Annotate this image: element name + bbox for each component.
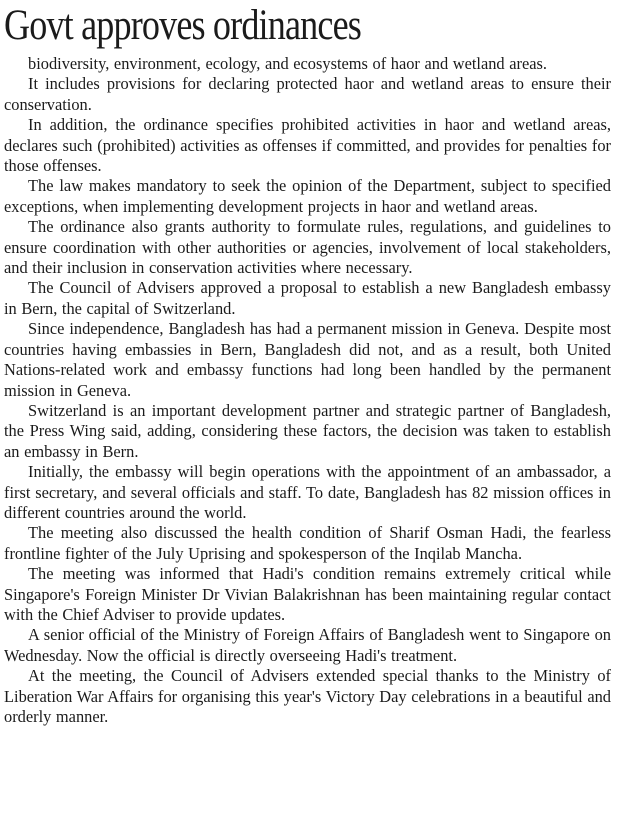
article-body	[4, 54, 611, 727]
article-paragraph: The meeting also discussed the health condition of Sharif Osman Hadi, the fearless frontline fighter of the July Uprising and spokesperson of the Inqilab Mancha.	[4, 523, 611, 563]
article-paragraph: Since independence, Bangladesh has had a permanent mission in Geneva. Despite most countries having embassies in Bern, Bangladesh did not, and as a result, both United Nations-related work and embassy functions had long been handled by the permanent mission in Geneva.	[4, 319, 611, 400]
article-paragraph: In addition, the ordinance specifies prohibited activities in haor and wetland areas, declares such (prohibited) activities as offenses if committed, and provides for penalties for those offenses.	[4, 115, 611, 176]
article-paragraph: It includes provisions for declaring protected haor and wetland areas to ensure their conservation.	[4, 74, 611, 114]
article-paragraph: biodiversity, environment, ecology, and ecosystems of haor and wetland areas.	[28, 54, 547, 73]
article-paragraph: The meeting was informed that Hadi's condition remains extremely critical while Singapore's Foreign Minister Dr Vivian Balakrishnan has been maintaining regular contact with the Chief Adviser to provide updates.	[4, 564, 611, 624]
article-paragraph: Switzerland is an important development partner and strategic partner of Bangladesh, the Press Wing said, adding, considering these factors, the decision was taken to establish an embassy in Bern.	[4, 400, 611, 461]
article-paragraph: The Council of Advisers approved a proposal to establish a new Bangladesh embassy in Bern, the capital of Switzerland.	[4, 278, 611, 318]
article-headline: Govt approves ordinances	[4, 2, 361, 49]
article-paragraph: At the meeting, the Council of Advisers extended special thanks to the Ministry of Liberation War Affairs for organising this year's Victory Day celebrations in a beautiful and orderly manner.	[4, 666, 611, 726]
article-paragraph: The law makes mandatory to seek the opinion of the Department, subject to specified exceptions, when implementing development projects in haor and wetland areas.	[4, 176, 611, 216]
article-paragraph: Initially, the embassy will begin operations with the appointment of an ambassador, a first secretary, and several officials and staff. To date, Bangladesh has 82 mission offices in different countries around the world.	[4, 462, 611, 522]
article-paragraph: A senior official of the Ministry of Foreign Affairs of Bangladesh went to Singapore on Wednesday. Now the official is directly overseeing Hadi's treatment.	[4, 625, 611, 665]
article-paragraph: The ordinance also grants authority to formulate rules, regulations, and guidelines to ensure coordination with other authorities or agencies, involvement of local stakeholders, and their inclusion in conservation activities where necessary.	[4, 217, 611, 278]
